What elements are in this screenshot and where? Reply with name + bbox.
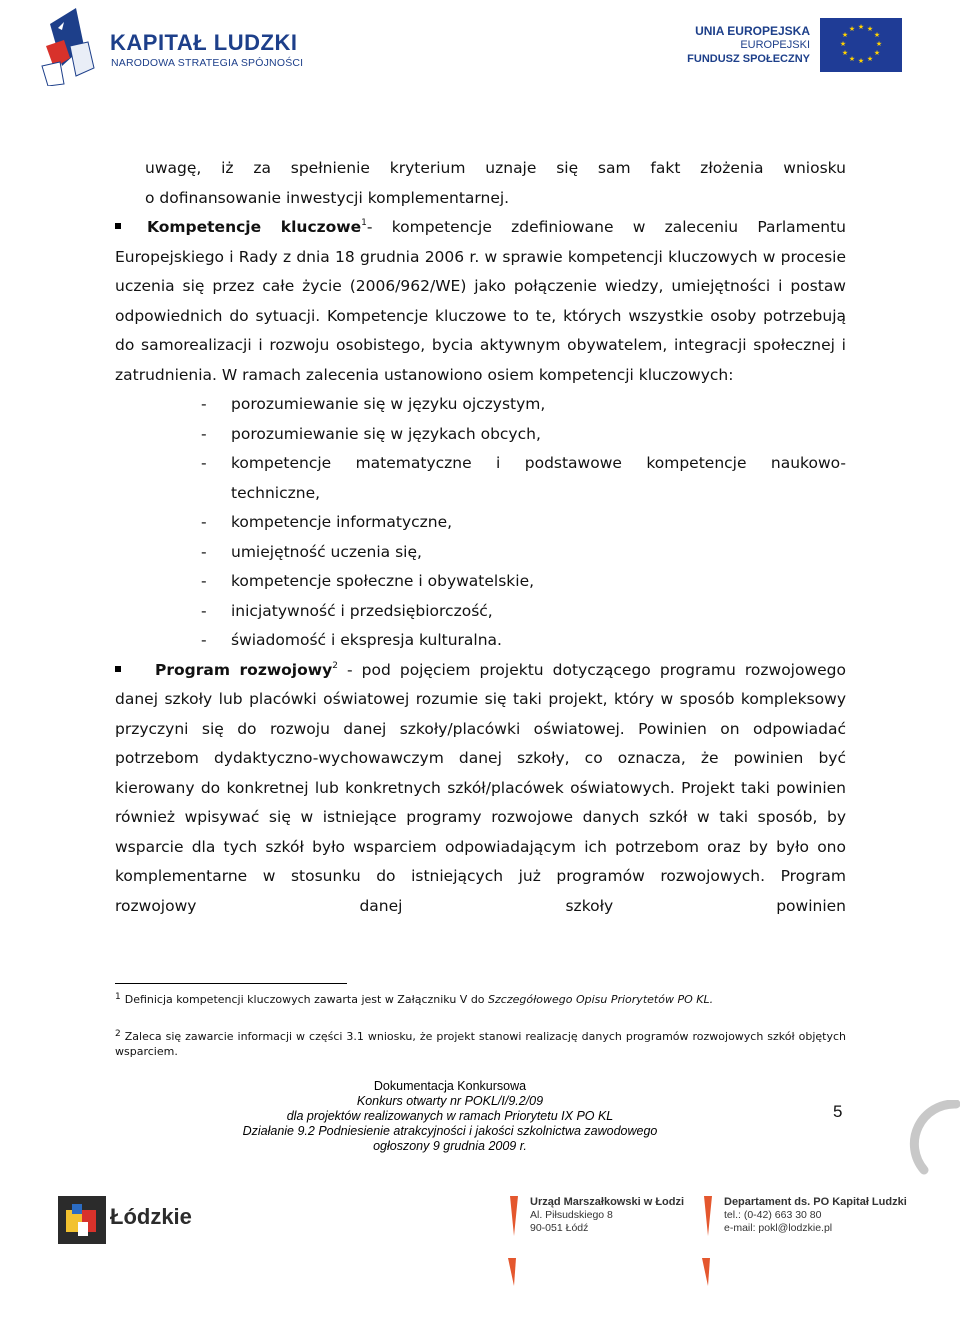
eu-logo-text [687, 24, 810, 66]
development-program-paragraph [115, 656, 846, 922]
page-number: 5 [833, 1102, 843, 1121]
key-competences-text: - kompetencje zdefiniowane w zaleceniu Parlamentu Europejskiego i Rady z dnia 18 grudnia 2006 r. w sprawie kompetencji kluczowych w procesie uczenia się przez całe życie (2006/962/WE) jako połączenie wiedzy, umiejętności i postaw odpowiednich do sytuacji. Kompetencje kluczowe to te, których wszystkie osoby potrzebują do samorealizacji i rozwoju osobistego, bycia aktywnym obywatelem, integracji społecznej i zatrudnienia. W ramach zalecenia ustanowiono osiem kompetencji kluczowych: [115, 218, 847, 384]
dash-bullet: - [201, 631, 207, 649]
orange-mark-icon [698, 1196, 716, 1286]
paragraph-continuation-end [115, 184, 846, 214]
svg-text:★: ★ [857, 23, 865, 31]
development-program-text: - pod pojęciem projektu dotyczącego programu rozwojowego danej szkoły lub placówki oświatowej rozumie się taki projekt, który w sposób kompleksowy przyczyni się do rozwoju danej szkoły/placówki oświatowej. Powinien on odpowiadać potrzebom dydaktyczno-wychowawczym danej szkoły, co oznacza, że powinien być kierowany do konkretnej lub konkretnych szkół/placówek oświatowych. Projekt taki powinien również wpisywać się w istniejące programy rozwojowe danych szkół w taki sposób, by wsparcie dla tych szkół było wsparciem odpowiadającym ich potrzebom oraz by było ono komplementarne w stosunku do istniejących już programów rozwojowych. Program rozwojowy danej szkoły powinien [115, 660, 846, 915]
list-item [115, 626, 846, 656]
development-program-term: Program rozwojowy [155, 660, 333, 679]
list-item-text: porozumiewanie się w językach obcych, [231, 424, 541, 443]
list-item-text: kompetencje matematyczne i podstawowe kompetencje naukowo- [231, 454, 846, 472]
kapital-ludzki-logo [40, 6, 310, 88]
dash-bullet: - [201, 601, 207, 620]
kapital-ludzki-emblem-icon [40, 6, 102, 86]
svg-text:★: ★ [848, 25, 856, 33]
list-item [115, 567, 846, 597]
svg-text:★: ★ [839, 40, 847, 48]
eu-logo-line1: UNIA EUROPEJSKA [695, 24, 810, 38]
list-item-text: umiejętność uczenia się, [231, 542, 422, 561]
footnote-text: Definicja kompetencji kluczowych zawarta jest w Załączniku V do [124, 993, 489, 1006]
dep-phone: tel.: (0-42) 663 30 80 [724, 1209, 822, 1221]
list-item [115, 449, 846, 479]
orange-mark-icon [504, 1196, 522, 1286]
document-info [240, 1079, 660, 1154]
dash-bullet: - [201, 454, 207, 472]
doc-info-line1: Dokumentacja Konkursowa [373, 1079, 527, 1093]
svg-text:★: ★ [841, 31, 849, 39]
doc-info-line3: dla projektów realizowanych w ramach Priorytetu IX PO KL [286, 1109, 614, 1123]
um-address-1: Al. Piłsudskiego 8 [530, 1209, 613, 1221]
eu-flag-icon [820, 18, 902, 72]
list-item-continuation [115, 479, 846, 509]
list-item-text: porozumiewanie się w języku ojczystym, [231, 395, 546, 413]
lodzkie-logo [58, 1194, 208, 1244]
list-item [115, 538, 846, 568]
paragraph-line: uwagę, iż za spełnienie kryterium uznaje się sam fakt złożenia wniosku [145, 159, 846, 177]
eu-logo-line3: FUNDUSZ SPOŁECZNY [687, 53, 810, 65]
document-body [115, 154, 846, 921]
svg-text:★: ★ [875, 40, 883, 48]
dash-bullet: - [201, 542, 207, 561]
paragraph-line: o dofinansowanie inwestycji komplementarnej. [145, 188, 510, 207]
footnote-ref-2[interactable]: 2 [332, 660, 338, 671]
department-text [724, 1196, 907, 1235]
svg-text:★: ★ [848, 55, 856, 63]
key-competences-paragraph [115, 213, 846, 390]
footnote-italic-text: Szczegółowego Opisu Priorytetów PO KL. [488, 993, 714, 1006]
footnote-1 [115, 992, 846, 1007]
dash-bullet: - [201, 395, 207, 413]
footnote-ref-1[interactable]: 1 [361, 218, 367, 228]
footnote-separator [115, 983, 347, 984]
list-item-text: świadomość i ekspresja kulturalna. [231, 631, 502, 649]
footnote-number: 2 [115, 1029, 121, 1039]
um-address-2: 90-051 Łódź [530, 1222, 589, 1234]
lodzkie-emblem-icon [58, 1196, 106, 1244]
svg-text:★: ★ [866, 25, 874, 33]
um-title: Urząd Marszałkowski w Łodzi [530, 1196, 685, 1208]
dash-bullet: - [201, 513, 207, 531]
svg-text:★: ★ [873, 49, 881, 57]
dep-title: Departament ds. PO Kapitał Ludzki [724, 1196, 907, 1208]
footnote-number: 1 [115, 992, 121, 1002]
key-competences-term: Kompetencje kluczowe [147, 218, 362, 236]
footnote-text: Zaleca się zawarcie informacji w części 3.1 wniosku, że projekt stanowi realizację danych programów rozwojowych szkół objętych wsparciem. [115, 1030, 846, 1058]
urzad-marszalkowski-text [530, 1196, 684, 1235]
list-item [115, 390, 846, 420]
dep-email[interactable]: e-mail: pokl@lodzkie.pl [724, 1222, 833, 1234]
kapital-ludzki-title: KAPITAŁ LUDZKI [110, 30, 298, 55]
square-bullet-icon [115, 666, 121, 672]
eu-logo [682, 14, 902, 76]
list-item-text: kompetencje informatyczne, [231, 513, 453, 531]
list-item-text: inicjatywność i przedsiębiorczość, [231, 601, 493, 620]
doc-info-line5: ogłoszony 9 grudnia 2009 r. [373, 1139, 527, 1153]
list-item [115, 420, 846, 450]
list-item-text: techniczne, [231, 483, 321, 502]
square-bullet-icon [115, 223, 121, 229]
lodzkie-logo-text: Łódzkie [110, 1204, 192, 1229]
doc-info-line2: Konkurs otwarty nr POKL/I/9.2/09 [356, 1094, 544, 1108]
svg-text:★: ★ [866, 55, 874, 63]
dash-bullet: - [201, 424, 207, 443]
decorative-arc-icon [900, 1100, 960, 1190]
svg-text:★: ★ [873, 31, 881, 39]
eu-logo-line2: EUROPEJSKI [740, 39, 810, 51]
svg-text:★: ★ [857, 57, 865, 65]
list-item [115, 597, 846, 627]
kapital-ludzki-subtitle: NARODOWA STRATEGIA SPÓJNOŚCI [111, 57, 304, 69]
paragraph-continuation [115, 154, 846, 184]
dash-bullet: - [201, 572, 207, 590]
doc-info-line4: Działanie 9.2 Podniesienie atrakcyjności i jakości szkolnictwa zawodowego [242, 1124, 658, 1138]
key-competences-list [115, 390, 846, 656]
list-item-text: kompetencje społeczne i obywatelskie, [231, 572, 535, 590]
footnote-2 [115, 1029, 846, 1059]
svg-text:★: ★ [841, 49, 849, 57]
list-item [115, 508, 846, 538]
